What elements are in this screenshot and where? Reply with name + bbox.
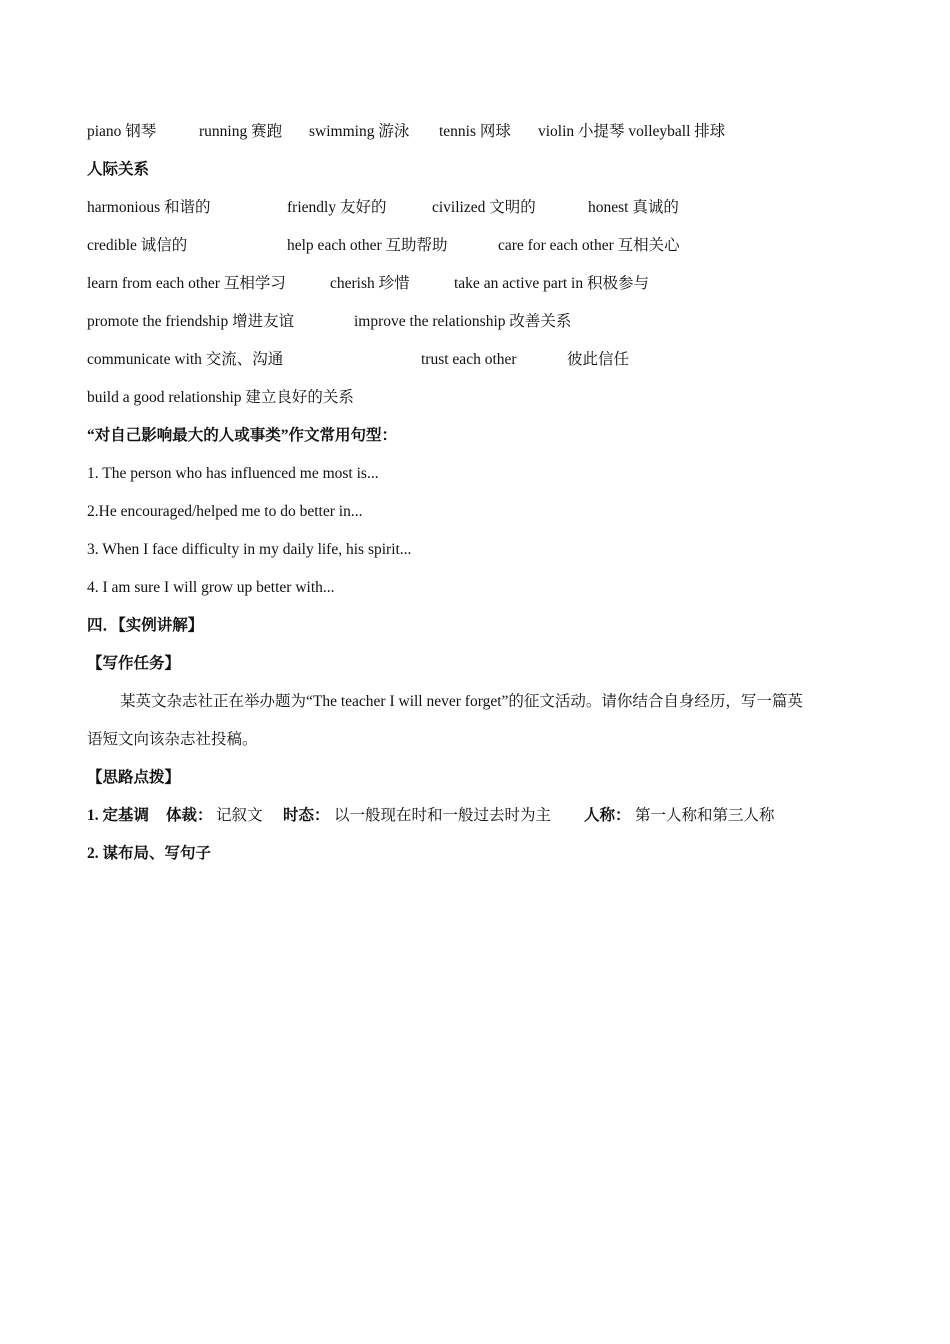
writing-task-heading: 【写作任务】 <box>87 655 181 672</box>
task-text-line-2: 语短文向该杂志社投稿。 <box>87 731 258 748</box>
genre-value: 记叙文 <box>216 807 263 824</box>
vocab-item: learn from each other 互相学习 <box>87 275 286 292</box>
vocab-item: build a good relationship 建立良好的关系 <box>87 389 354 406</box>
vocab-item: 彼此信任 <box>567 351 630 368</box>
vocab-violin-volleyball: violin 小提琴 volleyball 排球 <box>538 123 726 140</box>
vocab-item: care for each other 互相关心 <box>498 237 680 254</box>
step-2-heading: 2. 谋布局、写句子 <box>87 845 212 862</box>
sentence-pattern-1: 1. The person who has influenced me most is... <box>87 465 379 482</box>
relations-heading: 人际关系 <box>87 161 150 178</box>
vocab-item: trust each other <box>421 351 517 368</box>
sentence-pattern-2: 2.He encouraged/helped me to do better in... <box>87 503 363 520</box>
hint-heading: 【思路点拨】 <box>87 769 181 786</box>
vocab-item: friendly 友好的 <box>287 199 387 216</box>
vocab-item: cherish 珍惜 <box>330 275 410 292</box>
person-value: 第一人称和第三人称 <box>635 807 775 824</box>
vocab-piano: piano 钢琴 <box>87 123 157 140</box>
vocab-item: improve the relationship 改善关系 <box>354 313 572 330</box>
vocab-item: credible 诚信的 <box>87 237 188 254</box>
sentence-patterns-heading: “对自己影响最大的人或事类”作文常用句型： <box>87 427 398 444</box>
sentence-pattern-3: 3. When I face difficulty in my daily life, his spirit... <box>87 541 412 558</box>
person-label: 人称： <box>584 807 631 824</box>
vocab-item: harmonious 和谐的 <box>87 199 211 216</box>
vocab-item: promote the friendship 增进友谊 <box>87 313 295 330</box>
tense-value: 以一般现在时和一般过去时为主 <box>334 807 552 824</box>
tense-label: 时态： <box>283 807 330 824</box>
vocab-item: take an active part in 积极参与 <box>454 275 649 292</box>
vocab-running: running 赛跑 <box>199 123 283 140</box>
vocab-item: help each other 互助帮助 <box>287 237 448 254</box>
vocab-swimming: swimming 游泳 <box>309 123 410 140</box>
vocab-tennis: tennis 网球 <box>439 123 511 140</box>
vocab-item: honest 真诚的 <box>588 199 679 216</box>
section-4-heading: 四．【实例讲解】 <box>87 617 204 634</box>
vocab-item: civilized 文明的 <box>432 199 536 216</box>
vocab-item: communicate with 交流、沟通 <box>87 351 284 368</box>
genre-label: 体裁： <box>166 807 213 824</box>
task-text-line-1: 某英文杂志社正在举办题为“The teacher I will never forget”的征文活动。请你结合自身经历，写一篇英 <box>120 693 803 710</box>
step-1-label: 1. 定基调 <box>87 807 150 824</box>
sentence-pattern-4: 4. I am sure I will grow up better with... <box>87 579 335 596</box>
